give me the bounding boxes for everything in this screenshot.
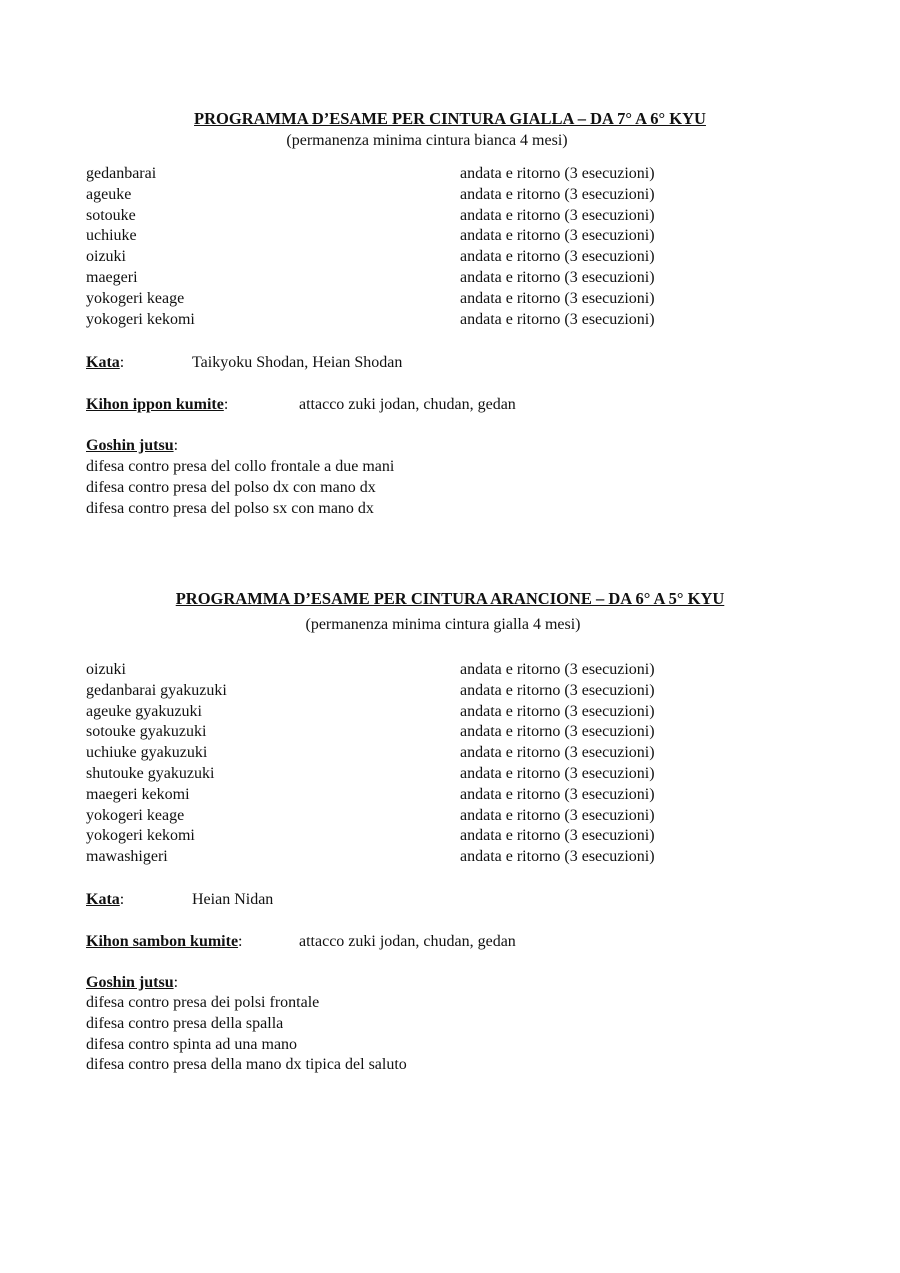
exercise-name: oizuki: [86, 661, 126, 678]
exercise-row: [86, 289, 706, 310]
section-1-kata: [86, 353, 403, 373]
kumite-colon: :: [223, 396, 229, 413]
exercise-mode: andata e ritorno (3 esecuzioni): [460, 806, 655, 824]
goshin-label: Goshin jutsu: [86, 437, 174, 454]
exercise-name: yokogeri keage: [86, 806, 185, 824]
exercise-row: [86, 310, 706, 331]
list-item: difesa contro presa del polso sx con mano dx: [86, 499, 374, 517]
goshin-colon: :: [173, 974, 179, 991]
exercise-mode: andata e ritorno (3 esecuzioni): [460, 785, 655, 803]
exercise-mode: andata e ritorno (3 esecuzioni): [460, 848, 655, 866]
exercise-name: gedanbarai gyakuzuki: [86, 681, 227, 699]
exercise-row: [86, 206, 706, 227]
section-2-subtitle: (permanenza minima cintura gialla 4 mesi): [305, 616, 581, 633]
exercise-row: [86, 826, 706, 847]
kata-label: Kata: [86, 891, 120, 908]
list-item: difesa contro spinta ad una mano: [86, 1035, 298, 1053]
section-1-title: PROGRAMMA D’ESAME PER CINTURA GIALLA – DA 7° A 6° KYU: [194, 109, 706, 128]
exercise-row: [86, 722, 706, 743]
exercise-mode: andata e ritorno (3 esecuzioni): [460, 185, 655, 203]
section-2-exercise-list: [86, 660, 706, 868]
kumite-colon: :: [238, 933, 243, 950]
exercise-mode: andata e ritorno (3 esecuzioni): [460, 248, 655, 266]
exercise-mode: andata e ritorno (3 esecuzioni): [460, 289, 655, 307]
kata-colon: :: [119, 891, 125, 908]
exercise-row: [86, 847, 706, 868]
exercise-row: [86, 681, 706, 702]
kumite-value: attacco zuki jodan, chudan, gedan: [299, 396, 516, 413]
exercise-name: gedanbarai: [86, 165, 157, 182]
exercise-row: [86, 226, 706, 247]
exercise-name: sotouke gyakuzuki: [86, 723, 207, 741]
exercise-mode: andata e ritorno (3 esecuzioni): [460, 723, 655, 741]
section-2-title: PROGRAMMA D’ESAME PER CINTURA ARANCIONE – DA 6° A 5° KYU: [175, 589, 725, 608]
exercise-row: [86, 164, 706, 185]
section-2-goshin-heading: [86, 973, 178, 993]
exercise-row: [86, 806, 706, 827]
section-2-kata: [86, 890, 274, 910]
section-1-goshin-list: [86, 457, 394, 519]
exercise-name: shutouke gyakuzuki: [86, 764, 215, 782]
exercise-mode: andata e ritorno (3 esecuzioni): [460, 227, 655, 245]
exercise-name: ageuke gyakuzuki: [86, 702, 202, 720]
exercise-mode: andata e ritorno (3 esecuzioni): [460, 702, 655, 720]
kata-value: Taikyoku Shodan, Heian Shodan: [192, 354, 403, 371]
exercise-mode: andata e ritorno (3 esecuzioni): [460, 681, 655, 699]
kata-label: Kata: [86, 354, 120, 371]
kumite-label: Kihon sambon kumite: [86, 933, 239, 950]
exercise-mode: andata e ritorno (3 esecuzioni): [460, 661, 655, 678]
section-1-subtitle: (permanenza minima cintura bianca 4 mesi): [286, 132, 568, 149]
section-1-kumite: [86, 395, 516, 415]
kata-value: Heian Nidan: [192, 891, 274, 908]
exercise-mode: andata e ritorno (3 esecuzioni): [460, 268, 655, 286]
list-item: difesa contro presa del polso dx con mano dx: [86, 478, 376, 496]
exercise-mode: andata e ritorno (3 esecuzioni): [460, 764, 655, 782]
exercise-mode: andata e ritorno (3 esecuzioni): [460, 165, 655, 182]
exercise-mode: andata e ritorno (3 esecuzioni): [460, 206, 655, 224]
exercise-name: maegeri kekomi: [86, 785, 190, 803]
list-item: difesa contro presa della mano dx tipica del saluto: [86, 1056, 407, 1074]
exercise-row: [86, 247, 706, 268]
exercise-row: [86, 702, 706, 723]
exercise-name: yokogeri keage: [86, 289, 185, 307]
kata-colon: :: [119, 354, 125, 371]
exercise-mode: andata e ritorno (3 esecuzioni): [460, 310, 655, 328]
exercise-name: maegeri: [86, 268, 138, 286]
exercise-row: [86, 660, 706, 681]
goshin-colon: :: [173, 437, 179, 454]
exercise-name: ageuke: [86, 185, 132, 203]
exercise-row: [86, 185, 706, 206]
list-item: difesa contro presa del collo frontale a due mani: [86, 458, 395, 475]
exercise-row: [86, 764, 706, 785]
exercise-name: yokogeri kekomi: [86, 827, 195, 845]
exercise-name: mawashigeri: [86, 848, 168, 866]
exercise-name: uchiuke gyakuzuki: [86, 744, 208, 762]
goshin-label: Goshin jutsu: [86, 974, 174, 991]
list-item: difesa contro presa dei polsi frontale: [86, 994, 320, 1011]
kumite-label: Kihon ippon kumite: [86, 396, 224, 413]
exercise-row: [86, 743, 706, 764]
section-2-kumite: [86, 932, 516, 952]
exercise-row: [86, 785, 706, 806]
exercise-name: oizuki: [86, 248, 126, 266]
exercise-mode: andata e ritorno (3 esecuzioni): [460, 827, 655, 845]
exercise-name: yokogeri kekomi: [86, 310, 195, 328]
exercise-row: [86, 268, 706, 289]
exercise-name: sotouke: [86, 206, 136, 224]
exercise-mode: andata e ritorno (3 esecuzioni): [460, 744, 655, 762]
section-2-goshin-list: [86, 993, 407, 1076]
section-1-exercise-list: [86, 164, 706, 330]
section-1-goshin-heading: [86, 436, 178, 456]
kumite-value: attacco zuki jodan, chudan, gedan: [299, 933, 516, 950]
exercise-name: uchiuke: [86, 227, 137, 245]
list-item: difesa contro presa della spalla: [86, 1014, 284, 1032]
